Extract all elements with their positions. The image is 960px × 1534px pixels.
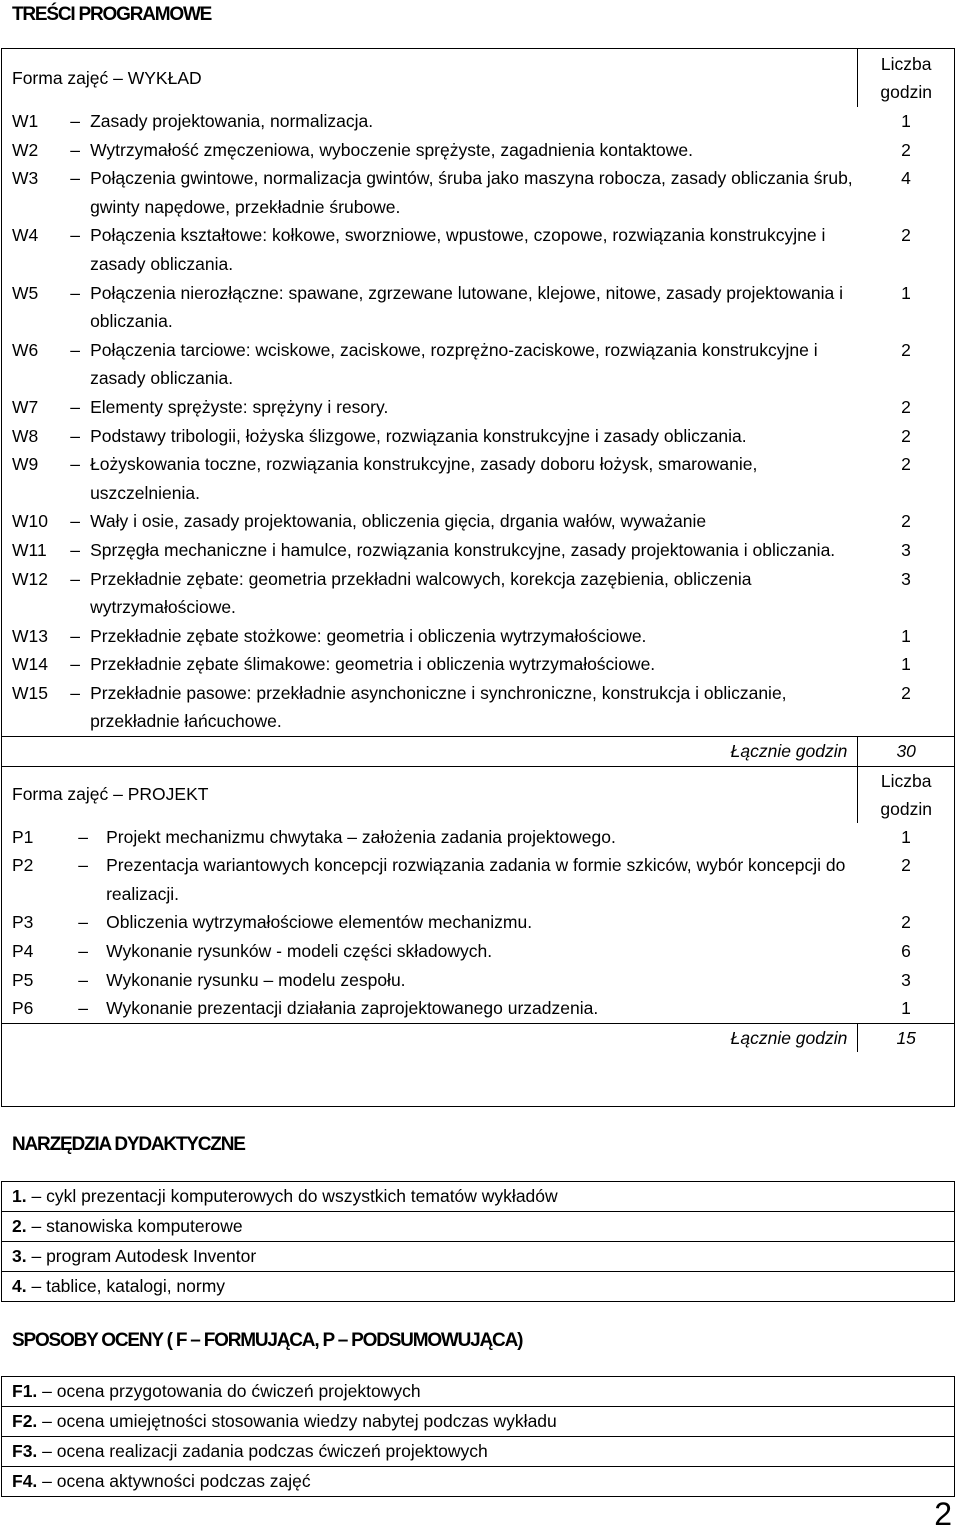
- tools-list: [1, 1181, 955, 1302]
- hours-header-line1: Liczba: [880, 54, 932, 74]
- page-number: 2: [934, 1496, 952, 1532]
- list-item-text: – ocena umiejętności stosowania wiedzy nabytej podczas wykładu: [42, 1411, 557, 1431]
- project-total-label: Łącznie godzin: [2, 1023, 858, 1052]
- row-code: P1: [12, 826, 34, 847]
- list-item-text: – cykl prezentacji komputerowych do wszystkich tematów wykładów: [31, 1186, 558, 1206]
- row-topic: Łożyskowania toczne, rozwiązania konstrukcyjne, zasady doboru łożysk, smarowanie, uszczelnienia.: [90, 454, 758, 503]
- row-hours: 2: [901, 339, 911, 360]
- row-code: W11: [12, 539, 47, 560]
- table-row: [2, 536, 954, 565]
- row-hours: 3: [901, 969, 911, 990]
- row-topic: Prezentacja wariantowych koncepcji rozwiązania zadania w formie szkiców, wybór koncepcji do realizacji.: [106, 855, 846, 904]
- row-topic: Połączenia gwintowe, normalizacja gwintów, śruba jako maszyna robocza, zasady obliczania śrub, gwinty napędowe, przekładnie śrubowe.: [90, 168, 853, 217]
- table-row: [2, 422, 954, 451]
- row-code: P2: [12, 855, 34, 876]
- row-dash: –: [70, 139, 80, 160]
- lecture-total-value: 30: [858, 737, 954, 766]
- table-row: [2, 679, 954, 737]
- row-dash: –: [70, 425, 80, 446]
- list-item: [2, 1407, 954, 1437]
- row-topic: Wytrzymałość zmęczeniowa, wyboczenie sprężyste, zagadnienia kontaktowe.: [90, 139, 693, 160]
- row-dash: –: [78, 855, 88, 876]
- table-row: [2, 279, 954, 336]
- project-header-row: [2, 766, 954, 823]
- hours-header-line1: Liczba: [880, 770, 932, 791]
- section-title-assessment: SPOSOBY OCENY ( F – FORMUJĄCA, P – PODSUMOWUJĄCA): [12, 1330, 523, 1351]
- table-row: [2, 565, 954, 622]
- row-hours: 1: [901, 654, 911, 675]
- row-code: W12: [12, 568, 48, 589]
- list-item-number: 3.: [12, 1246, 27, 1266]
- list-item-number: F1.: [12, 1381, 38, 1401]
- row-dash: –: [70, 454, 80, 475]
- row-hours: 2: [901, 855, 911, 876]
- row-dash: –: [78, 998, 88, 1019]
- row-dash: –: [78, 969, 88, 990]
- row-topic: Projekt mechanizmu chwytaka – założenia zadania projektowego.: [106, 826, 616, 847]
- row-hours: 2: [901, 511, 911, 532]
- list-item-text: – ocena realizacji zadania podczas ćwiczeń projektowych: [42, 1441, 488, 1461]
- row-dash: –: [70, 282, 80, 303]
- list-item-number: 4.: [12, 1276, 27, 1296]
- table-row: [2, 450, 954, 507]
- row-hours: 1: [901, 625, 911, 646]
- row-topic: Połączenia tarciowe: wciskowe, zaciskowe, rozprężno-zaciskowe, rozwiązania konstrukcyjne i zasady obliczania.: [90, 339, 818, 389]
- row-hours: 1: [901, 111, 911, 131]
- list-item-number: F3.: [12, 1441, 38, 1461]
- row-code: W13: [12, 625, 48, 646]
- project-total-value: 15: [858, 1023, 954, 1052]
- table-row: [2, 908, 954, 937]
- row-topic: Obliczenia wytrzymałościowe elementów mechanizmu.: [106, 912, 533, 933]
- row-topic: Połączenia nierozłączne: spawane, zgrzewane lutowane, klejowe, nitowe, zasady projektowania i obliczania.: [90, 282, 843, 332]
- list-item-text: – stanowiska komputerowe: [31, 1216, 243, 1236]
- row-hours: 3: [901, 539, 911, 560]
- row-hours: 2: [901, 225, 911, 246]
- row-dash: –: [78, 912, 88, 933]
- row-hours: 4: [901, 168, 911, 189]
- project-total-row: [2, 1023, 954, 1052]
- list-item-number: F2.: [12, 1411, 38, 1431]
- table-row: [2, 966, 954, 995]
- list-item-text: – ocena aktywności podczas zajęć: [42, 1471, 311, 1491]
- list-item: [2, 1467, 954, 1496]
- row-code: W2: [12, 139, 39, 160]
- table-row: [2, 136, 954, 165]
- section-title-program: TREŚCI PROGRAMOWE: [12, 4, 212, 25]
- row-topic: Zasady projektowania, normalizacja.: [90, 111, 374, 131]
- list-item-text: – program Autodesk Inventor: [31, 1246, 257, 1266]
- lecture-header-row: [2, 49, 954, 107]
- row-dash: –: [70, 225, 80, 246]
- row-hours: 2: [901, 682, 911, 703]
- row-dash: –: [70, 168, 80, 189]
- row-dash: –: [70, 568, 80, 589]
- list-item-number: 2.: [12, 1216, 27, 1236]
- row-topic: Sprzęgła mechaniczne i hamulce, rozwiązania konstrukcyjne, zasady projektowania i obliczania.: [90, 539, 836, 560]
- table-row: [2, 507, 954, 536]
- table-row: [2, 393, 954, 422]
- row-topic: Przekładnie zębate: geometria przekładni walcowych, korekcja zazębienia, obliczenia wytrzymałościowe.: [90, 568, 752, 618]
- row-code: W15: [12, 682, 48, 703]
- row-hours: 1: [901, 282, 911, 303]
- row-code: W9: [12, 454, 39, 475]
- row-topic: Wały i osie, zasady projektowania, obliczenia gięcia, drgania wałów, wyważanie: [90, 511, 707, 532]
- row-code: W14: [12, 654, 48, 675]
- row-dash: –: [78, 826, 88, 847]
- hours-header-line2: godzin: [880, 798, 932, 819]
- project-hours-header: [858, 766, 954, 823]
- list-item-text: – tablice, katalogi, normy: [31, 1276, 226, 1296]
- list-item-text: – ocena przygotowania do ćwiczeń projektowych: [42, 1381, 421, 1401]
- table-row: [2, 164, 954, 221]
- lecture-rows: [2, 107, 954, 737]
- row-code: W3: [12, 168, 39, 189]
- list-item: [2, 1212, 954, 1242]
- lecture-form-label: Forma zajęć – WYKŁAD: [12, 67, 202, 88]
- row-topic: Połączenia kształtowe: kołkowe, sworzniowe, wpustowe, czopowe, rozwiązania konstrukcyjne i zasady obliczania.: [90, 225, 826, 274]
- row-topic: Wykonanie rysunków - modeli części składowych.: [106, 941, 493, 962]
- row-code: P6: [12, 998, 34, 1019]
- table-row: [2, 650, 954, 679]
- lecture-total-row: [2, 737, 954, 766]
- row-dash: –: [78, 941, 88, 962]
- list-item-number: 1.: [12, 1186, 27, 1206]
- row-hours: 2: [901, 139, 911, 160]
- row-topic: Przekładnie zębate ślimakowe: geometria i obliczenia wytrzymałościowe.: [90, 654, 656, 675]
- list-item: [2, 1377, 954, 1407]
- lecture-hours-header: [858, 49, 954, 107]
- row-topic: Przekładnie zębate stożkowe: geometria i obliczenia wytrzymałościowe.: [90, 625, 647, 646]
- row-dash: –: [70, 396, 80, 417]
- table-row: [2, 622, 954, 651]
- lecture-total-label: Łącznie godzin: [2, 737, 858, 766]
- hours-header-line2: godzin: [880, 82, 932, 102]
- row-code: W1: [12, 111, 39, 131]
- row-code: P4: [12, 941, 34, 962]
- row-dash: –: [70, 625, 80, 646]
- row-topic: Podstawy tribologii, łożyska ślizgowe, rozwiązania konstrukcyjne i zasady obliczania.: [90, 425, 747, 446]
- row-hours: 2: [901, 396, 911, 417]
- table-row: [2, 937, 954, 966]
- row-hours: 6: [901, 941, 911, 962]
- table-row: [2, 336, 954, 393]
- row-topic: Wykonanie prezentacji działania zaprojektowanego urzadzenia.: [106, 998, 599, 1019]
- row-topic: Wykonanie rysunku – modelu zespołu.: [106, 969, 406, 990]
- list-item: [2, 1272, 954, 1301]
- row-hours: 2: [901, 425, 911, 446]
- list-item: [2, 1437, 954, 1467]
- row-code: P3: [12, 912, 34, 933]
- row-dash: –: [70, 339, 80, 360]
- assessment-list: [1, 1376, 955, 1497]
- row-code: W5: [12, 282, 39, 303]
- row-dash: –: [70, 511, 80, 532]
- project-form-label: Forma zajęć – PROJEKT: [12, 784, 209, 805]
- list-item-number: F4.: [12, 1471, 38, 1491]
- row-hours: 1: [901, 998, 911, 1019]
- row-dash: –: [70, 682, 80, 703]
- program-box: [1, 48, 955, 1107]
- row-topic: Elementy sprężyste: sprężyny i resory.: [90, 396, 389, 417]
- section-title-tools: NARZĘDZIA DYDAKTYCZNE: [12, 1134, 245, 1155]
- row-hours: 1: [901, 826, 911, 847]
- project-table: [2, 766, 954, 1053]
- row-code: W7: [12, 396, 39, 417]
- row-dash: –: [70, 111, 80, 131]
- row-code: P5: [12, 969, 34, 990]
- table-row: [2, 994, 954, 1023]
- lecture-table: [2, 49, 954, 766]
- row-code: W4: [12, 225, 39, 246]
- row-hours: 2: [901, 454, 911, 475]
- row-code: W8: [12, 425, 39, 446]
- row-dash: –: [70, 654, 80, 675]
- list-item: [2, 1242, 954, 1272]
- row-hours: 2: [901, 912, 911, 933]
- table-row: [2, 221, 954, 278]
- row-code: W10: [12, 511, 48, 532]
- row-dash: –: [70, 539, 80, 560]
- table-row: [2, 851, 954, 908]
- table-row: [2, 107, 954, 136]
- row-code: W6: [12, 339, 39, 360]
- row-topic: Przekładnie pasowe: przekładnie asynchoniczne i synchroniczne, konstrukcja i obliczanie, przekładnie łańcuchowe.: [90, 682, 787, 732]
- row-hours: 3: [901, 568, 911, 589]
- table-row: [2, 823, 954, 852]
- project-rows: [2, 823, 954, 1024]
- list-item: [2, 1182, 954, 1212]
